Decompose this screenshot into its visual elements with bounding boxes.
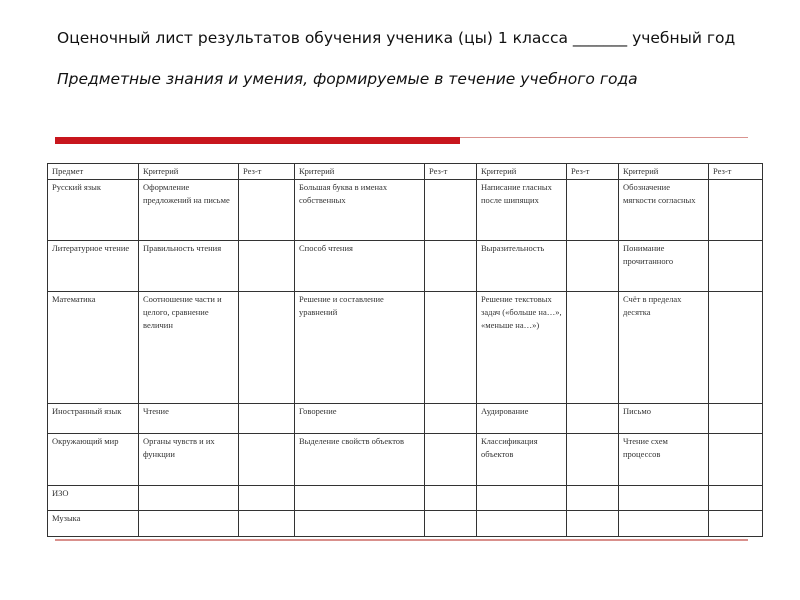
subject-cell: Русский язык (48, 180, 139, 241)
column-header: Рез-т (425, 164, 477, 180)
criterion-cell: Говорение (295, 404, 425, 434)
result-cell[interactable] (567, 486, 619, 511)
result-cell[interactable] (567, 511, 619, 537)
result-cell[interactable] (709, 241, 763, 292)
subject-cell: ИЗО (48, 486, 139, 511)
title-divider-bar (55, 137, 460, 144)
column-header: Рез-т (567, 164, 619, 180)
subject-cell: Иностранный язык (48, 404, 139, 434)
result-cell[interactable] (567, 292, 619, 404)
table-row (48, 404, 763, 434)
footer-divider-line (55, 539, 748, 541)
page-subtitle: Предметные знания и умения, формируемые в течение учебного года (57, 70, 638, 88)
criterion-cell (139, 511, 239, 537)
result-cell[interactable] (425, 434, 477, 486)
criterion-cell: Обозначение мягкости согласных (619, 180, 709, 241)
criterion-cell: Соотношение части и целого, сравнение величин (139, 292, 239, 404)
criterion-cell: Аудирование (477, 404, 567, 434)
title-divider-line (460, 137, 748, 138)
result-cell[interactable] (709, 511, 763, 537)
criterion-cell: Выразительность (477, 241, 567, 292)
table-row (48, 511, 763, 537)
subject-cell: Окружающий мир (48, 434, 139, 486)
column-header: Рез-т (239, 164, 295, 180)
result-cell[interactable] (239, 404, 295, 434)
criterion-cell (295, 486, 425, 511)
criterion-cell: Решение и составление уравнений (295, 292, 425, 404)
criterion-cell: Выделение свойств объектов (295, 434, 425, 486)
criterion-cell (619, 511, 709, 537)
column-header: Критерий (619, 164, 709, 180)
criterion-cell (477, 486, 567, 511)
table-row (48, 241, 763, 292)
criterion-cell: Классификация объектов (477, 434, 567, 486)
column-header: Критерий (295, 164, 425, 180)
criterion-cell: Письмо (619, 404, 709, 434)
result-cell[interactable] (709, 486, 763, 511)
criterion-cell: Оформление предложений на письме (139, 180, 239, 241)
criterion-cell: Написание гласных после шипящих (477, 180, 567, 241)
result-cell[interactable] (239, 180, 295, 241)
result-cell[interactable] (709, 292, 763, 404)
table-row (48, 180, 763, 241)
result-cell[interactable] (425, 180, 477, 241)
criterion-cell: Правильность чтения (139, 241, 239, 292)
column-header: Критерий (477, 164, 567, 180)
page-title: Оценочный лист результатов обучения ученика (цы) 1 класса _______ учебный год (57, 29, 736, 47)
result-cell[interactable] (709, 180, 763, 241)
criterion-cell: Большая буква в именах собственных (295, 180, 425, 241)
table-row (48, 434, 763, 486)
result-cell[interactable] (239, 434, 295, 486)
criterion-cell: Понимание прочитанного (619, 241, 709, 292)
result-cell[interactable] (239, 511, 295, 537)
result-cell[interactable] (425, 404, 477, 434)
subject-cell: Математика (48, 292, 139, 404)
table-row (48, 292, 763, 404)
result-cell[interactable] (709, 434, 763, 486)
result-cell[interactable] (567, 241, 619, 292)
result-cell[interactable] (567, 180, 619, 241)
result-cell[interactable] (567, 434, 619, 486)
criterion-cell: Чтение схем процессов (619, 434, 709, 486)
subject-cell: Литературное чтение (48, 241, 139, 292)
assessment-table (47, 163, 763, 537)
result-cell[interactable] (239, 292, 295, 404)
criterion-cell (477, 511, 567, 537)
header-row (48, 164, 763, 180)
criterion-cell: Решение текстовых задач («больше на…», «меньше на…») (477, 292, 567, 404)
subject-cell: Музыка (48, 511, 139, 537)
criterion-cell: Чтение (139, 404, 239, 434)
table-row (48, 486, 763, 511)
result-cell[interactable] (239, 241, 295, 292)
result-cell[interactable] (425, 511, 477, 537)
column-header: Предмет (48, 164, 139, 180)
criterion-cell (295, 511, 425, 537)
result-cell[interactable] (425, 486, 477, 511)
criterion-cell (139, 486, 239, 511)
result-cell[interactable] (239, 486, 295, 511)
result-cell[interactable] (425, 292, 477, 404)
result-cell[interactable] (425, 241, 477, 292)
column-header: Критерий (139, 164, 239, 180)
result-cell[interactable] (567, 404, 619, 434)
criterion-cell: Способ чтения (295, 241, 425, 292)
criterion-cell: Счёт в пределах десятка (619, 292, 709, 404)
criterion-cell: Органы чувств и их функции (139, 434, 239, 486)
result-cell[interactable] (709, 404, 763, 434)
criterion-cell (619, 486, 709, 511)
column-header: Рез-т (709, 164, 763, 180)
